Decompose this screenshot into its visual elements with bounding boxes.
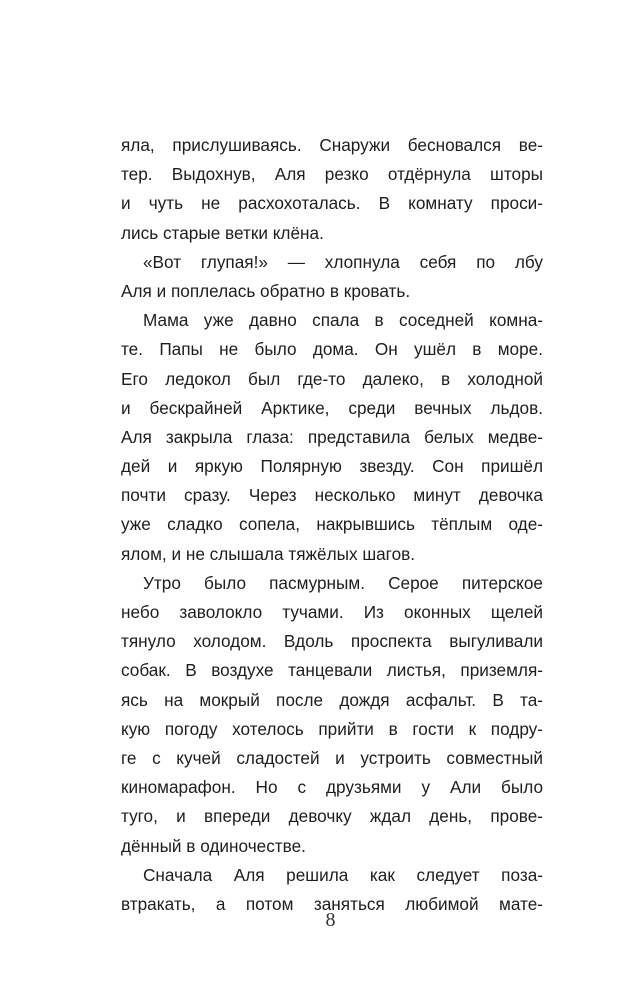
text-line: ясь на мокрый после дождя асфальт. В та- [121, 689, 543, 710]
text-line: и бескрайней Арктике, среди вечных льдов. [121, 397, 543, 418]
paragraph [121, 569, 543, 861]
text-line: и чуть не расхохоталась. В комнату проси- [121, 193, 543, 214]
text-line: ге с кучей сладостей и устроить совместный [121, 747, 543, 768]
text-line: Утро было пасмурным. Серое питерское [143, 572, 543, 593]
text-line: тянуло холодом. Вдоль проспекта выгуливали [121, 631, 543, 652]
text-line: Мама уже давно спала в соседней комна- [143, 310, 543, 331]
text-line: ялом, и не слышала тяжёлых шагов. [121, 543, 416, 564]
paragraph [121, 306, 543, 569]
paragraph [121, 248, 543, 306]
text-line: тер. Выдохнув, Аля резко отдёрнула шторы [121, 164, 543, 185]
text-line: «Вот глупая!» — хлопнула себя по лбу [143, 251, 543, 272]
text-line: кую погоду хотелось прийти в гости к подру- [121, 718, 543, 739]
text-line: дённый в одиночестве. [121, 835, 306, 856]
text-line: лись старые ветки клёна. [121, 222, 324, 243]
text-line: Аля и поплелась обратно в кровать. [121, 280, 411, 301]
text-line: те. Папы не было дома. Он ушёл в море. [121, 339, 543, 360]
text-line: уже сладко сопела, накрывшись тёплым оде- [121, 514, 543, 535]
text-line: Аля закрыла глаза: представила белых медве- [121, 426, 543, 447]
text-line: Его ледокол был где-то далеко, в холодной [121, 368, 543, 389]
paragraph [121, 131, 543, 248]
page-number: 8 [325, 909, 336, 931]
text-line: дей и яркую Полярную звезду. Сон пришёл [121, 456, 543, 477]
text-line: небо заволокло тучами. Из оконных щелей [121, 602, 543, 622]
text-line: туго, и впереди девочку ждал день, прове- [121, 806, 543, 827]
text-line: киномарафон. Но с друзьями у Али было [121, 777, 543, 798]
text-line: втракать, а потом заняться любимой мате- [121, 893, 543, 914]
text-line: Сначала Аля решила как следует поза- [143, 864, 543, 885]
body-text [121, 131, 543, 919]
text-line: собак. В воздухе танцевали листья, приземля- [121, 660, 543, 681]
text-line: яла, прислушиваясь. Снаружи бесновался ве- [121, 135, 543, 155]
text-line: почти сразу. Через несколько минут девочка [121, 485, 543, 506]
